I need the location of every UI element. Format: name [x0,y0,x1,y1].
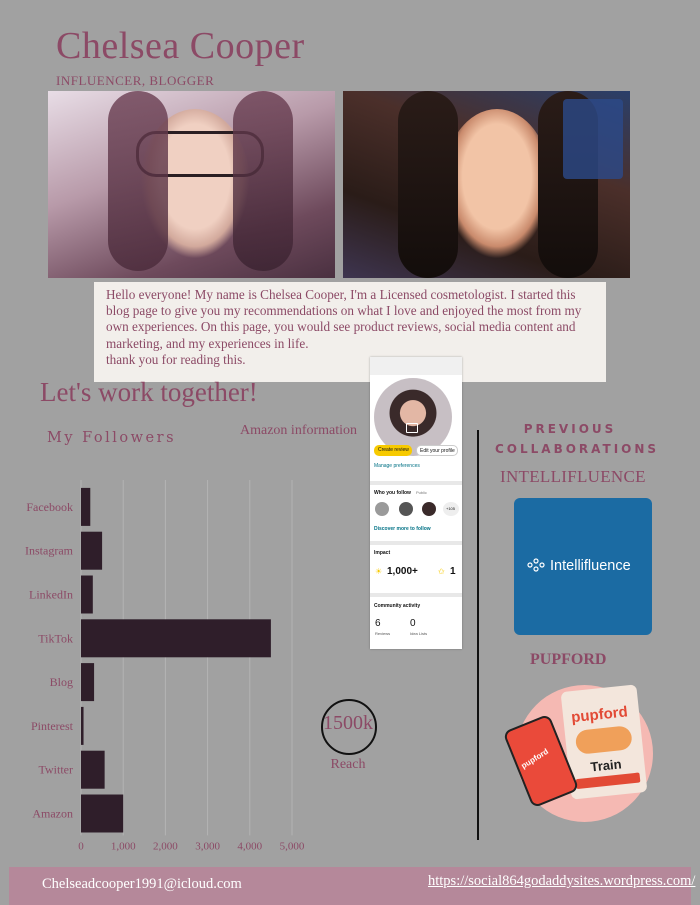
followers-heading: My Followers [47,430,177,446]
manage-preferences-link[interactable]: Manage preferences [374,463,420,469]
profile-photo-2 [343,91,630,278]
sun-icon: ☀ [375,567,383,576]
page-title: Chelsea Cooper [56,25,305,67]
community-activity-title: Community activity [374,603,421,609]
x-tick-label: 2,000 [153,840,178,853]
reach-value: 1500k [323,712,373,734]
bar-facebook [81,488,90,526]
x-tick-label: 1,000 [110,840,136,853]
category-label: Twitter [38,762,73,777]
intro-line: thank you for reading this. [106,351,246,367]
x-tick-label: 0 [78,840,84,853]
divider [370,481,462,485]
bag-brand: pupford [570,703,629,727]
reviews-label: Reviews [375,631,391,636]
intro-line: marketing, and my experiences in life. [106,335,309,351]
follow-avatar[interactable] [399,502,413,516]
reach-label: Reach [330,757,366,772]
follow-count: +105 [446,506,456,511]
divider [370,593,462,597]
bar-blog [81,663,94,701]
category-label: Facebook [26,499,73,514]
impact-value-2: 1 [450,566,456,577]
footer-url-link[interactable]: https://social864godaddysites.wordpress.com/ [428,873,696,889]
bag-illustration [575,725,633,755]
followers-bar-chart [0,480,330,855]
camera-icon [406,423,418,433]
previous-collaborations-heading [495,419,660,459]
bar-amazon [81,795,123,833]
category-label: Instagram [25,543,73,558]
follow-more-badge[interactable] [443,502,459,516]
vertical-divider [477,430,479,840]
intro-line: blog page to give you my recommendations on what I love and enjoyed the most from my [106,303,582,319]
profile-photo-1 [48,91,335,278]
impact-title: Impact [374,550,391,556]
collab-heading-line: COLLABORATIONS [495,442,660,456]
public-label: Public [416,490,427,495]
intellifluence-title: INTELLIFLUENCE [500,467,646,486]
subtitle-role: INFLUENCER, BLOGGER [56,73,215,88]
collab-heading-line: PREVIOUS [523,422,617,436]
impact-value: 1,000+ [387,566,418,577]
x-tick-label: 5,000 [279,840,305,853]
create-review-label: Create review [378,447,409,453]
follow-avatar[interactable] [375,502,389,516]
bag-product: Train [589,756,623,775]
bar-instagram [81,532,102,570]
x-tick-label: 4,000 [237,840,263,853]
intro-line: Hello everyone! My name is Chelsea Cooper, I'm a Licensed cosmetologist. I started this [106,287,576,302]
bar-twitter [81,751,105,789]
intellifluence-logo [526,558,631,574]
idea-lists-label: Idea Lists [410,631,428,636]
who-you-follow-title: Who you follow [374,490,411,496]
work-together-heading: Let's work together! [40,377,258,407]
intro-text-box [94,282,606,382]
bar-pinterest [81,707,84,745]
category-label: Amazon [32,806,73,821]
reviews-count: 6 [375,618,381,629]
intellifluence-mark-icon [526,558,546,572]
edit-profile-label: Edit your profile [420,448,455,454]
category-label: Pinterest [31,718,73,733]
idea-lists-count: 0 [410,618,416,629]
create-review-button[interactable] [374,445,412,456]
bar-tiktok [81,619,271,657]
bag-band [576,772,641,789]
star-icon: ✩ [438,567,445,576]
pupford-title: PUPFORD [530,651,607,668]
intro-line: own experiences. On this page, you would see product reviews, social media content and [106,319,576,335]
discover-more-link[interactable]: Discover more to follow [374,526,431,532]
category-label: Blog [49,675,73,690]
divider [370,541,462,545]
amazon-info-label: Amazon information [240,423,358,438]
edit-profile-button[interactable] [416,445,458,456]
footer-email[interactable]: Chelseadcooper1991@icloud.com [42,876,242,892]
follow-avatar[interactable] [422,502,436,516]
intellifluence-logo-text: Intellifluence [550,558,631,574]
amazon-profile-card [370,357,462,649]
category-label: TikTok [38,631,73,646]
category-label: LinkedIn [29,587,73,602]
x-tick-label: 3,000 [195,840,220,853]
phone-brand: pupford [519,746,550,771]
bar-linkedin [81,576,93,614]
